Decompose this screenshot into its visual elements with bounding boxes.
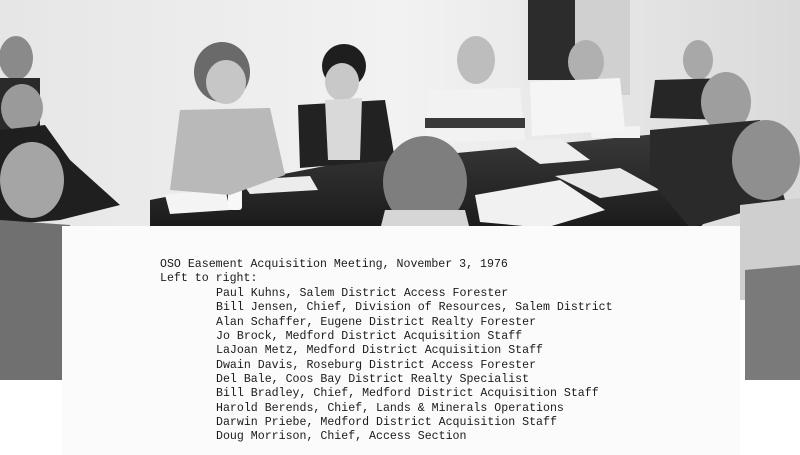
caption-name: Bill Bradley, Chief, Medford District Acquisition Staff [216, 387, 599, 400]
caption-name: Bill Jensen, Chief, Division of Resources, Salem District [216, 301, 613, 314]
caption-name: Jo Brock, Medford District Acquisition Staff [216, 330, 523, 343]
photo-caption [62, 226, 740, 455]
caption-name: Doug Morrison, Chief, Access Section [216, 430, 467, 443]
caption-name: LaJoan Metz, Medford District Acquisition Staff [216, 344, 543, 357]
caption-name: Paul Kuhns, Salem District Access Forester [216, 287, 509, 300]
caption-title: OSO Easement Acquisition Meeting, November 3, 1976 [160, 258, 508, 271]
caption-name: Del Bale, Coos Bay District Realty Specialist [216, 373, 530, 386]
caption-name: Harold Berends, Chief, Lands & Minerals Operations [216, 402, 564, 415]
caption-name: Alan Schaffer, Eugene District Realty Forester [216, 316, 537, 329]
caption-name: Dwain Davis, Roseburg District Access Forester [216, 359, 537, 372]
caption-name: Darwin Priebe, Medford District Acquisition Staff [216, 416, 557, 429]
caption-subtitle: Left to right: [160, 272, 258, 285]
